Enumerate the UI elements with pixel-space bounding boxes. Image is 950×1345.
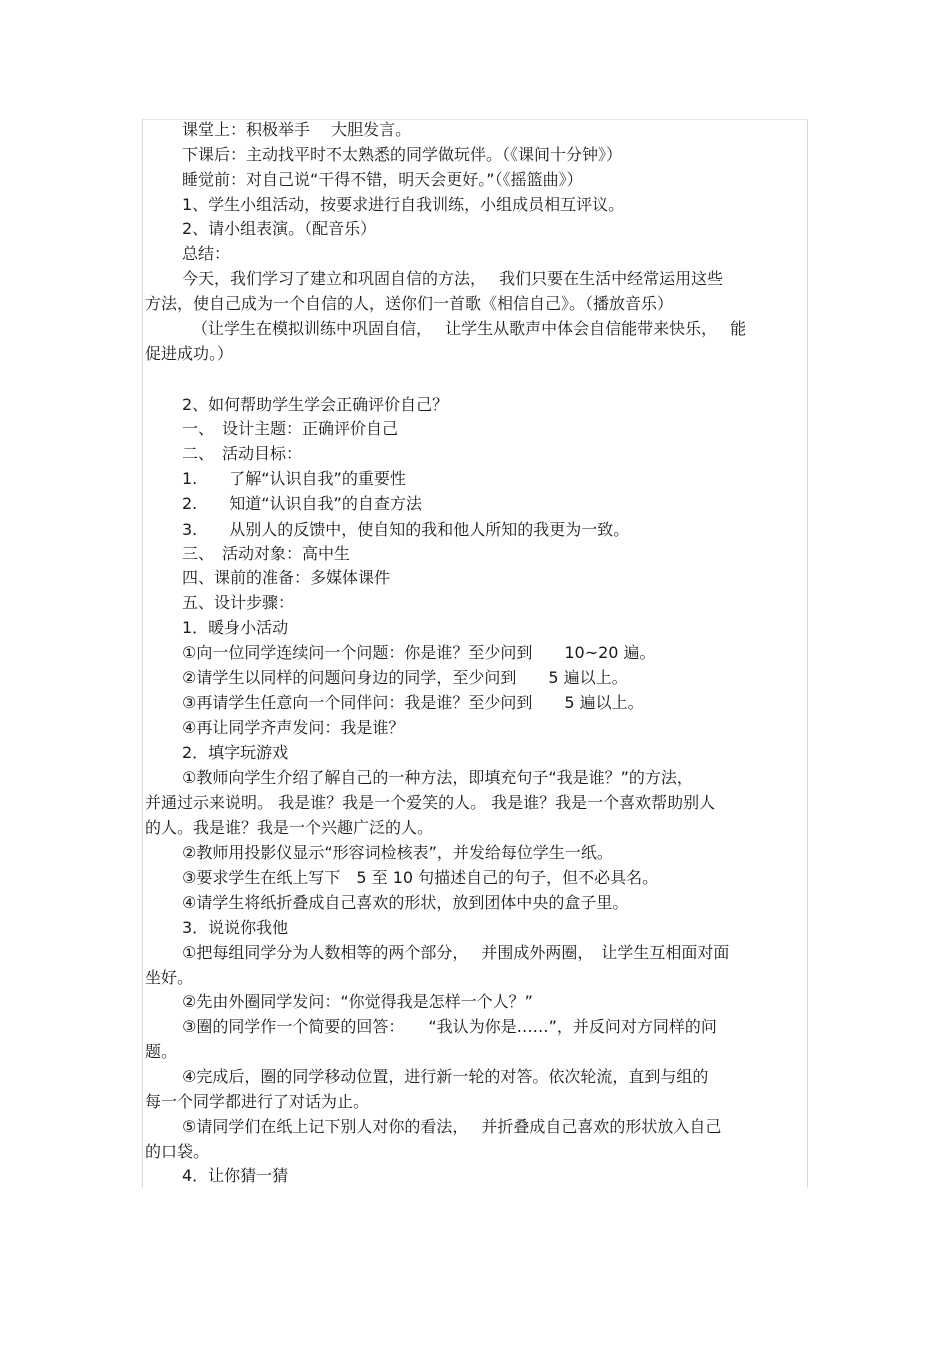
text-line: 坐好。 — [145, 968, 194, 987]
text-line: 四、课前的准备：多媒体课件 — [182, 568, 391, 587]
text-line: 二、 活动目标： — [182, 444, 303, 463]
text-line: ②先由外圈同学发问：“你觉得我是怎样一个人？” — [182, 992, 533, 1011]
text-line: ①把每组同学分为人数相等的两个部分， 并围成外两圈， 让学生互相面对面 — [182, 943, 730, 962]
text-line: 2、请小组表演。（配音乐） — [182, 219, 377, 238]
text-line: 的口袋。 — [145, 1142, 210, 1161]
text-line: 并通过示来说明。 我是谁？我是一个爱笑的人。 我是谁？我是一个喜欢帮助别人 — [145, 793, 716, 812]
text-line: 总结： — [182, 244, 231, 263]
text-line: 方法，使自己成为一个自信的人，送你们一首歌《相信自己》。（播放音乐） — [145, 294, 674, 313]
text-line: 课堂上：积极举手 大胆发言。 — [182, 120, 412, 139]
text-line: 三、 活动对象：高中生 — [182, 544, 351, 563]
text-line: 1．暖身小活动 — [182, 618, 289, 637]
text-line: 每一个同学都进行了对话为止。 — [145, 1092, 370, 1111]
text-line: ①向一位同学连续问一个问题：你是谁？至少问到 10~20 遍。 — [182, 643, 656, 662]
text-line: 4．让你猜一猜 — [182, 1166, 289, 1185]
text-line: 的人。我是谁？我是一个兴趣广泛的人。 — [145, 818, 434, 837]
text-line: 睡觉前：对自己说“干得不错，明天会更好。”（《摇篮曲》） — [182, 170, 583, 189]
text-line: ②请学生以同样的问题问身边的同学，至少问到 5 遍以上。 — [182, 668, 628, 687]
text-line: 题。 — [145, 1042, 178, 1061]
text-line: ③再请学生任意向一个同伴问：我是谁？至少问到 5 遍以上。 — [182, 693, 644, 712]
text-line: ③圈的同学作一个简要的回答： “我认为你是……”，并反问对方同样的问 — [182, 1017, 717, 1036]
text-line: ④完成后，圈的同学移动位置，进行新一轮的对答。依次轮流，直到与组的 — [182, 1067, 709, 1086]
text-line: ④再让同学齐声发问：我是谁？ — [182, 718, 405, 737]
text-line: ③要求学生在纸上写下 5 至 10 句描述自己的句子，但不必具名。 — [182, 868, 659, 887]
text-line: 今天，我们学习了建立和巩固自信的方法， 我们只要在生活中经常运用这些 — [182, 269, 724, 288]
text-line: 2．填字玩游戏 — [182, 743, 289, 762]
text-line: 3．说说你我他 — [182, 918, 289, 937]
text-line: 1. 了解“认识自我”的重要性 — [182, 469, 406, 488]
text-line: （让学生在模拟训练中巩固自信， 让学生从歌声中体会自信能带来快乐， 能 — [192, 319, 747, 338]
text-line: 五、设计步骤： — [182, 593, 295, 612]
text-line: 2. 知道“认识自我”的自查方法 — [182, 494, 422, 513]
text-line: 1、学生小组活动，按要求进行自我训练，小组成员相互评议。 — [182, 195, 625, 214]
text-line: ⑤请同学们在纸上记下别人对你的看法， 并折叠成自己喜欢的形状放入自己 — [182, 1117, 722, 1136]
section-heading: 2、如何帮助学生学会正确评价自己？ — [182, 395, 449, 414]
text-line: 下课后：主动找平时不太熟悉的同学做玩伴。（《课间十分钟》） — [182, 145, 623, 164]
text-line: ①教师向学生介绍了解自己的一种方法，即填充句子“我是谁？”的方法， — [182, 768, 693, 787]
text-line: 3. 从别人的反馈中，使自知的我和他人所知的我更为一致。 — [182, 520, 630, 539]
text-line: 促进成功。） — [145, 344, 234, 363]
text-line: 一、 设计主题：正确评价自己 — [182, 419, 399, 438]
text-line: ④请学生将纸折叠成自己喜欢的形状，放到团体中央的盒子里。 — [182, 893, 629, 912]
text-line: ②教师用投影仪显示“形容词检核表”，并发给每位学生一纸。 — [182, 843, 613, 862]
